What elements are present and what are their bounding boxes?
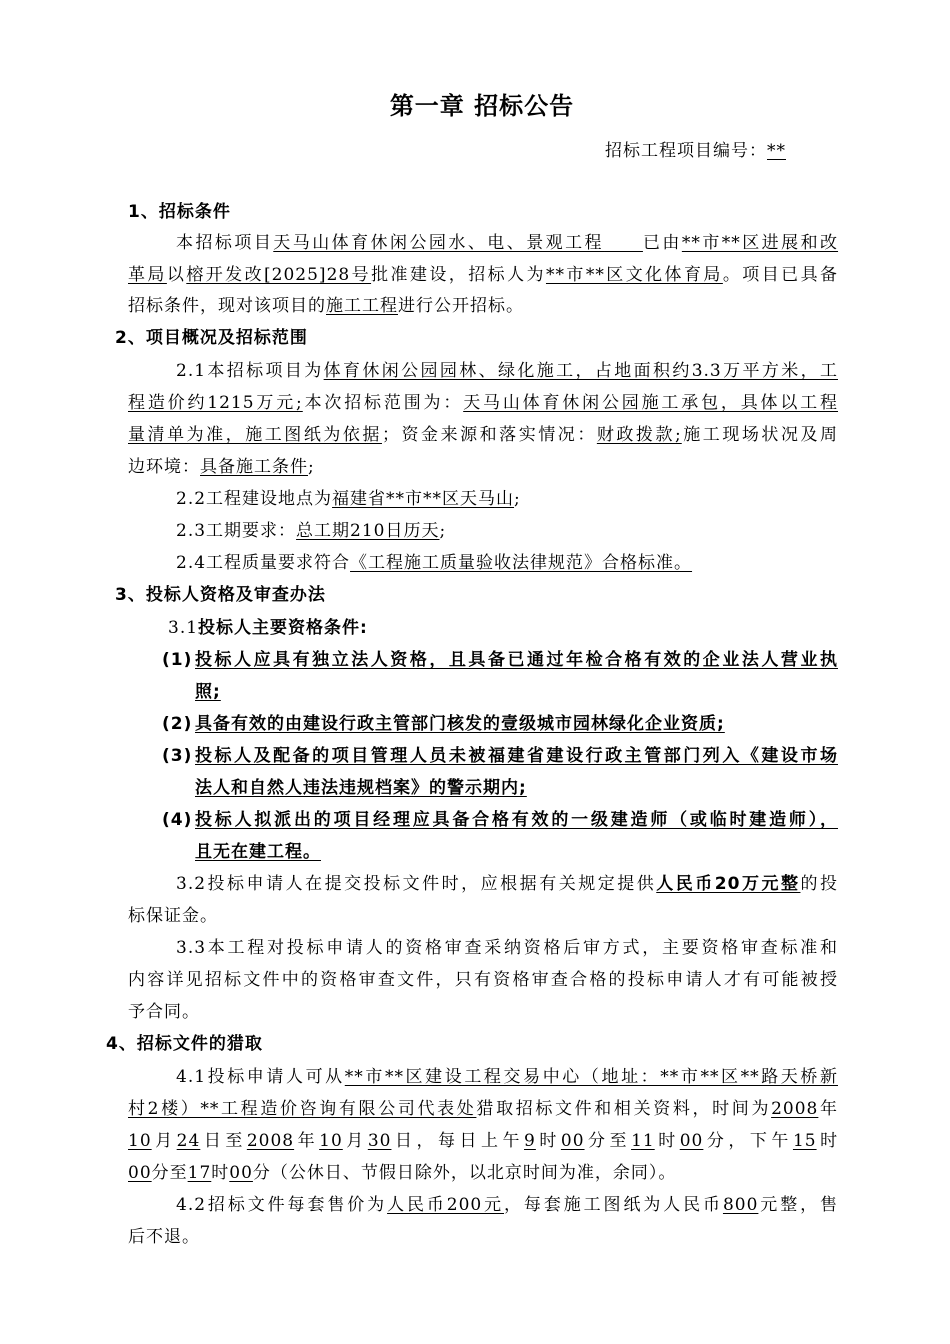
page-title: 第一章 招标公告: [389, 92, 575, 120]
qualification-4-line-1: 投标人拟派出的项目经理应具备合格有效的一级建造师（或临时建造师），: [195, 810, 838, 830]
qualification-3-number: (3): [162, 746, 193, 766]
section-1-line-3: 招标条件，现对该项目的施工工程进行公开招标。: [128, 296, 524, 316]
section-3-sub-heading: 3.1投标人主要资格条件:: [168, 618, 368, 638]
section-2-line-6: 2.3工期要求：总工期210日历天;: [176, 521, 447, 541]
qualification-2-line-1: 具备有效的由建设行政主管部门核发的壹级城市园林绿化企业资质;: [195, 714, 725, 734]
qualification-4-number: (4): [162, 810, 193, 830]
project-number-value: **: [767, 141, 786, 161]
project-number-label: 招标工程项目编号：: [605, 141, 767, 161]
paragraph-3-3-line-3: 予合同。: [128, 1002, 200, 1022]
section-2-line-5: 2.2工程建设地点为福建省**市**区天马山;: [176, 489, 521, 509]
paragraph-3-2-line-1: 3.2投标申请人在提交投标文件时，应根据有关规定提供人民币20万元整的投: [176, 874, 838, 894]
qualification-4-line-2: 且无在建工程。: [195, 842, 321, 862]
section-4-line-1: 4.1投标申请人可从**市**区建设工程交易中心（地址：**市**区**路天桥新: [176, 1067, 838, 1087]
paragraph-3-3-line-2: 内容详见招标文件中的资格审查文件，只有资格审查合格的投标申请人才有可能被授: [128, 970, 838, 990]
section-2-line-4: 边环境：具备施工条件;: [128, 457, 315, 477]
qualification-2-number: (2): [162, 714, 193, 734]
paragraph-3-2-line-2: 标保证金。: [128, 906, 218, 926]
section-2-line-7: 2.4工程质量要求符合《工程施工质量验收法律规范》合格标准。: [176, 553, 693, 573]
section-4-line-3: 10月24日至2008年10月30日，每日上午9时00分至11时00分，下午15时: [128, 1131, 839, 1151]
section-4-line-6: 后不退。: [128, 1227, 200, 1247]
section-2-line-3: 量清单为准，施工图纸为依据；资金来源和落实情况：财政拨款;施工现场状况及周: [128, 425, 839, 445]
section-4-line-2: 村2楼）**工程造价咨询有限公司代表处猎取招标文件和相关资料，时间为2008年: [128, 1099, 839, 1119]
section-2-line-2: 程造价约1215万元;本次招标范围为：天马山体育休闲公园施工承包，具体以工程: [128, 393, 839, 413]
qualification-1-line-2: 照;: [195, 682, 221, 702]
qualification-3-line-2: 法人和自然人违法违规档案》的警示期内;: [195, 778, 527, 798]
section-4-heading: 4、招标文件的猎取: [106, 1034, 263, 1054]
paragraph-3-3-line-1: 3.3本工程对投标申请人的资格审查采纳资格后审方式，主要资格审查标准和: [176, 938, 838, 958]
qualification-3-line-1: 投标人及配备的项目管理人员未被福建省建设行政主管部门列入《建设市场: [195, 746, 838, 766]
section-4-line-5: 4.2招标文件每套售价为人民币200元，每套施工图纸为人民币800元整，售: [176, 1195, 839, 1215]
section-1-line-2: 革局以榕开发改[2025]28号批准建设，招标人为**市**区文化体育局。项目已具备: [128, 265, 839, 285]
section-1-heading: 1、招标条件: [128, 202, 231, 222]
section-1-line-1: 本招标项目天马山体育休闲公园水、电、景观工程 已由**市**区进展和改: [176, 233, 839, 253]
section-2-heading: 2、项目概况及招标范围: [115, 328, 308, 348]
section-4-line-4: 00分至17时00分（公休日、节假日除外，以北京时间为准，余同）。: [128, 1163, 677, 1183]
section-2-line-1: 2.1本招标项目为体育休闲公园园林、绿化施工，占地面积约3.3万平方米，工: [176, 361, 838, 381]
project-number: [605, 136, 786, 161]
qualification-1-number: (1): [162, 650, 193, 670]
section-3-heading: 3、投标人资格及审查办法: [115, 585, 326, 605]
qualification-1-line-1: 投标人应具有独立法人资格，且具备已通过年检合格有效的企业法人营业执: [195, 650, 838, 670]
